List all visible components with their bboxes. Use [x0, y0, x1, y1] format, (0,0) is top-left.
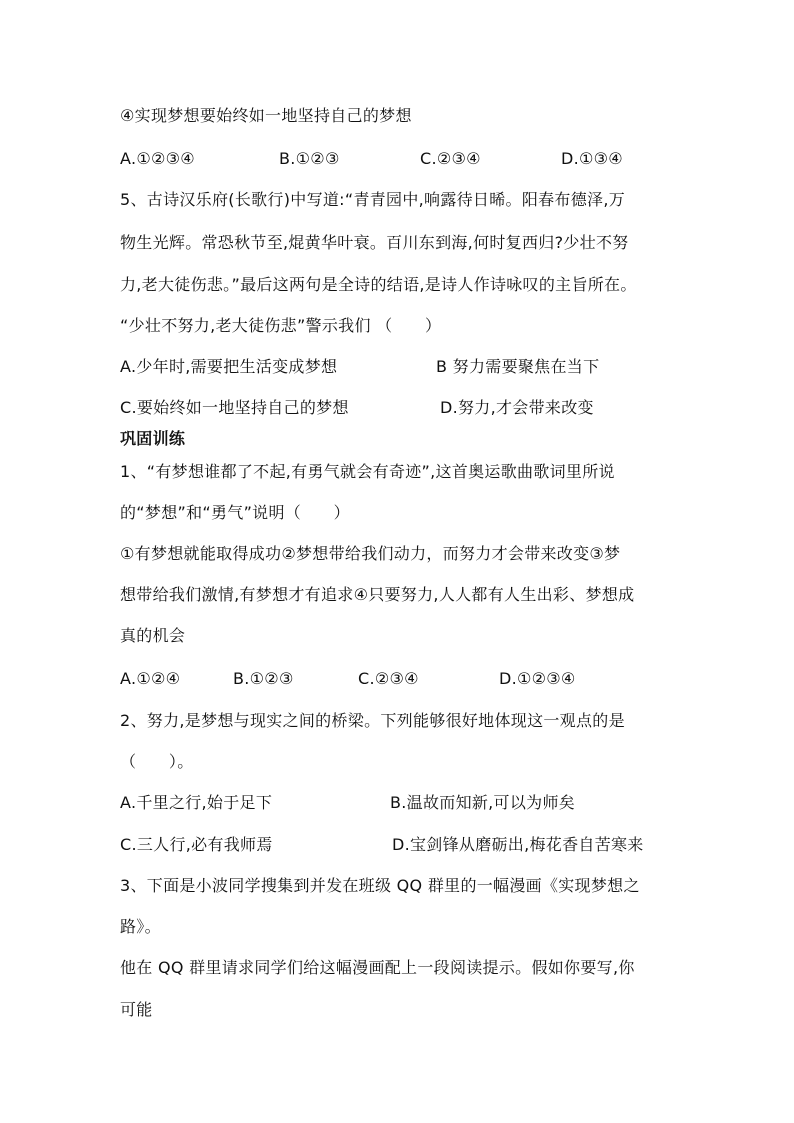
section-title: 巩固训练: [120, 429, 186, 448]
c1-statement-line-3: 真的机会: [120, 626, 186, 645]
q5-stem-line-1: 5、古诗汉乐府(长歌行)中写道:“青青园中,响露待日晞。阳春布德泽,万: [120, 190, 626, 209]
c1-option-a: A.①②④: [120, 669, 181, 688]
q5-stem-line-4: “少壮不努力,老大徒伤悲”警示我们 （ ）: [120, 316, 442, 335]
c2-stem-line-2: （ ）。: [120, 752, 194, 771]
c2-option-a: A.千里之行,始于足下: [120, 793, 273, 812]
c3-stem-line-3: 他在 QQ 群里请求同学们给这幅漫画配上一段阅读提示。假如你要写,你: [120, 958, 635, 977]
q5-option-c: C.要始终如一地坚持自己的梦想: [120, 398, 349, 417]
q5-stem-line-3: 力,老大徒伤悲。”最后这两句是全诗的结语,是诗人作诗咏叹的主旨所在。: [120, 275, 637, 294]
c3-stem-line-2: 路》。: [120, 917, 161, 936]
c2-option-d: D.宝剑锋从磨砺出,梅花香自苦寒来: [392, 835, 644, 854]
c1-option-b: B.①②③: [233, 669, 294, 688]
c1-stem-line-2: 的“梦想”和“勇气”说明（ ）: [120, 503, 350, 522]
c3-stem-line-4: 可能: [120, 1000, 153, 1019]
c2-option-b: B.温故而知新,可以为师矣: [390, 793, 576, 812]
q4-option-b: B.①②③: [279, 149, 340, 168]
c1-statement-line-1: ①有梦想就能取得成功②梦想带给我们动力，而努力才会带来改变③梦: [120, 544, 621, 563]
c2-option-c: C.三人行,必有我师焉: [120, 835, 273, 854]
q5-option-a: A.少年时,需要把生活变成梦想: [120, 357, 338, 376]
q4-option-c: C.②③④: [420, 149, 481, 168]
c1-statement-line-2: 想带给我们激情,有梦想才有追求④只要努力,人人都有人生出彩、梦想成: [120, 585, 635, 604]
q4-option-d: D.①③④: [561, 149, 623, 168]
q4-option-a: A.①②③④: [120, 149, 195, 168]
q5-option-d: D.努力,才会带来改变: [440, 398, 594, 417]
c3-stem-line-1: 3、下面是小波同学搜集到并发在班级 QQ 群里的一幅漫画《实现梦想之: [120, 876, 640, 895]
q5-option-b: B 努力需要聚焦在当下: [436, 357, 600, 376]
q5-stem-line-2: 物生光辉。常恐秋节至,焜黄华叶衰。百川东到海,何时复西归?少壮不努: [120, 233, 629, 252]
q4-statement-4: ④实现梦想要始终如一地坚持自己的梦想: [120, 106, 412, 125]
c1-stem-line-1: 1、“有梦想谁都了不起,有勇气就会有奇迹”,这首奥运歌曲歌词里所说: [120, 462, 615, 481]
c1-option-d: D.①②③④: [499, 669, 576, 688]
c2-stem-line-1: 2、努力,是梦想与现实之间的桥梁。下列能够很好地体现这一观点的是: [120, 711, 625, 730]
c1-option-c: C.②③④: [358, 669, 419, 688]
